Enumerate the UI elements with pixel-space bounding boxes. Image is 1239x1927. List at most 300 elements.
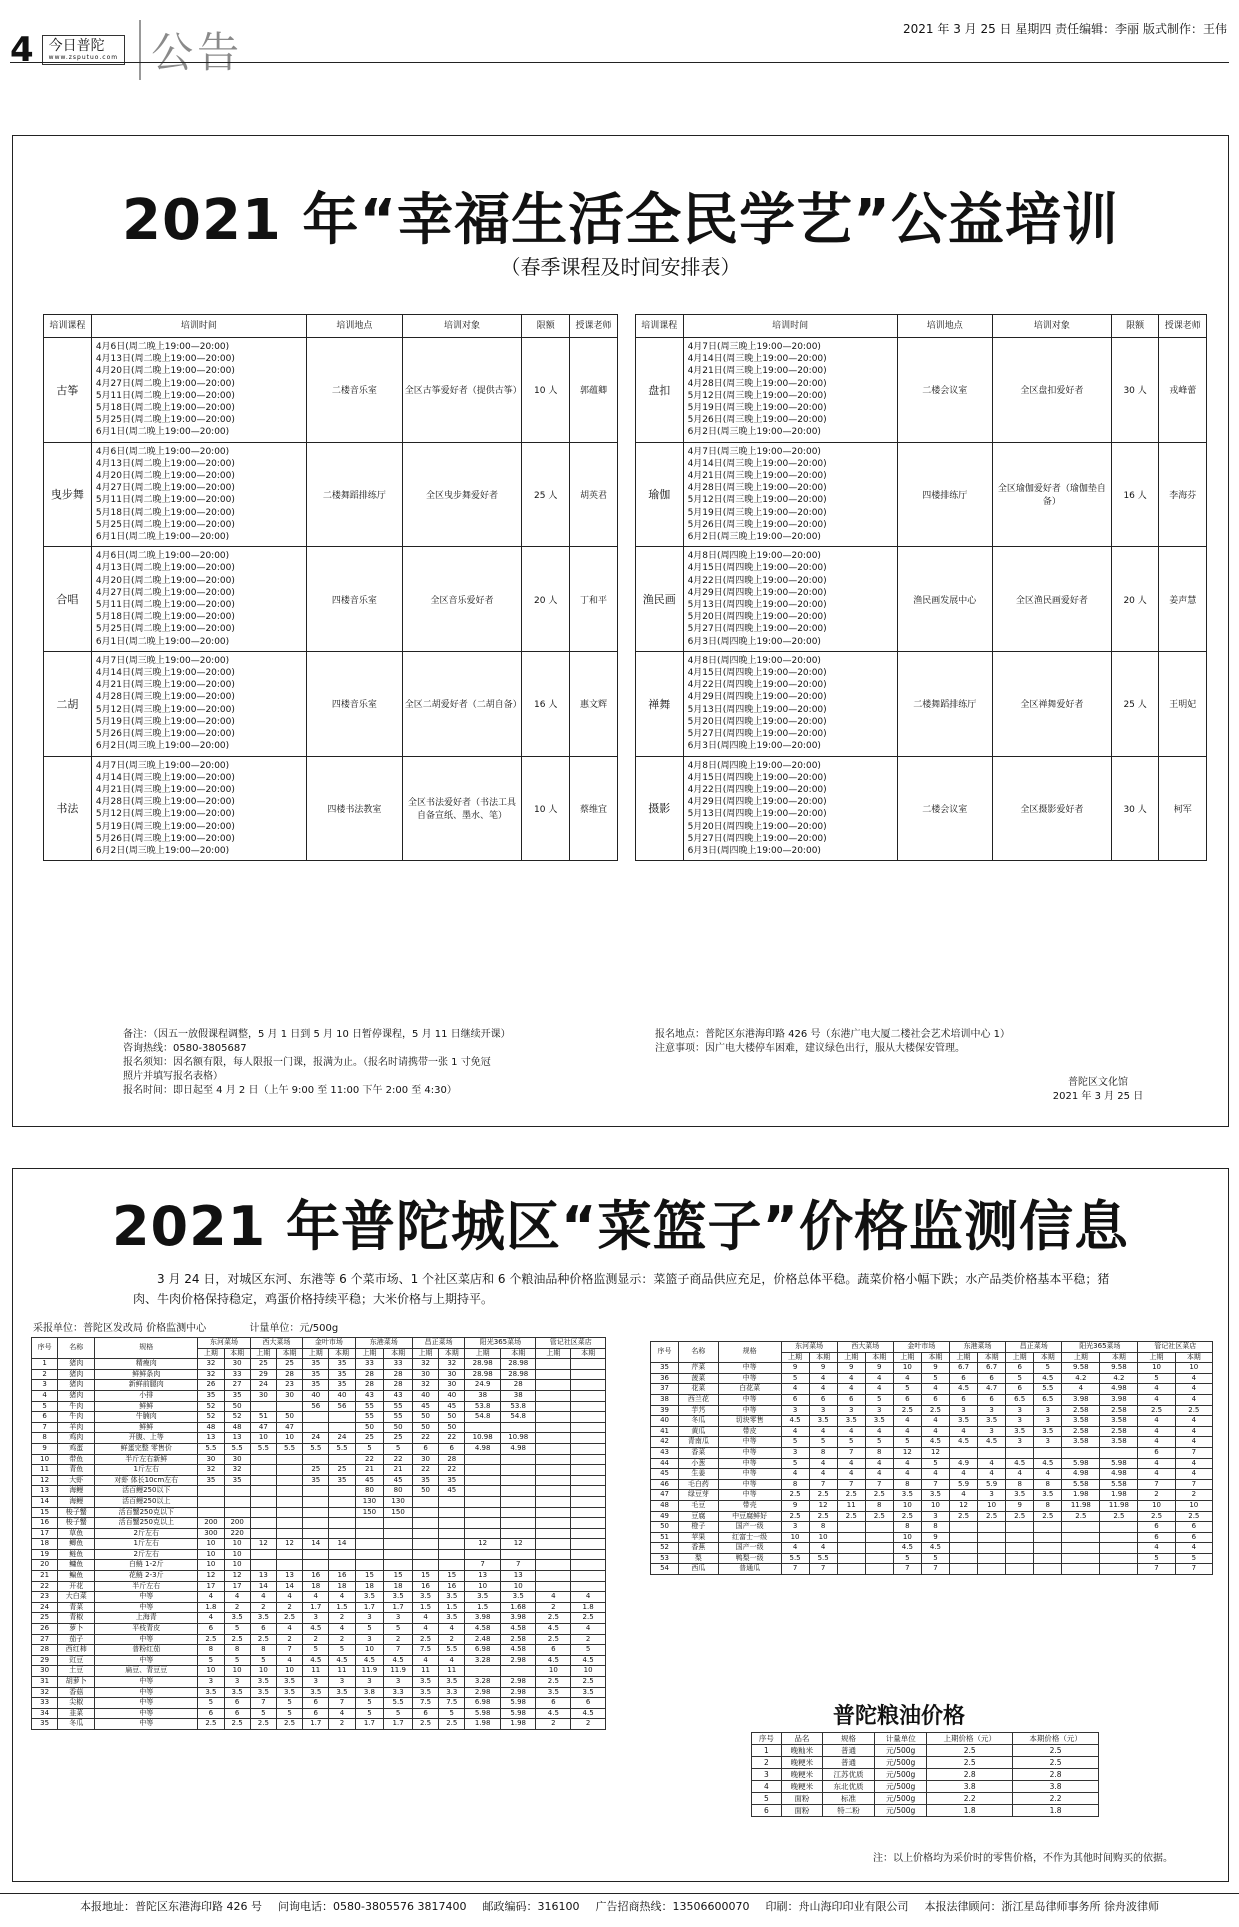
- price-cell: 4.5: [536, 1624, 571, 1635]
- price-cell: 梭子蟹: [58, 1518, 95, 1529]
- price-cell: 6: [412, 1443, 438, 1454]
- price-cell: 5: [384, 1708, 413, 1719]
- price-cell: [949, 1564, 977, 1575]
- price-cell: 51: [651, 1532, 679, 1543]
- price-cell: 豇豆: [58, 1655, 95, 1666]
- price-cell: 18: [384, 1581, 413, 1592]
- price-cell: [500, 1507, 536, 1518]
- course-limit: 30 人: [1111, 338, 1159, 443]
- price-cell: 2.5: [865, 1490, 893, 1501]
- training-subtitle: （春季课程及时间安排表）: [500, 255, 741, 279]
- price-cell: 4.58: [500, 1645, 536, 1656]
- price-cell: 38: [651, 1394, 679, 1405]
- col-name: 名称: [679, 1342, 719, 1363]
- price-cell: 4: [329, 1624, 355, 1635]
- price-cell: 中等: [95, 1602, 198, 1613]
- grain-header: 上期价格（元）: [927, 1733, 1013, 1745]
- price-cell: 26: [198, 1380, 224, 1391]
- grain-cell: 2.8: [1013, 1769, 1099, 1781]
- course-target: 全区渔民画爱好者: [992, 547, 1111, 652]
- price-cell: 39: [651, 1405, 679, 1416]
- price-cell: 中等: [718, 1373, 781, 1384]
- price-cell: 5.5: [276, 1443, 302, 1454]
- price-cell: 50: [384, 1422, 413, 1433]
- price-cell: 13: [224, 1433, 250, 1444]
- price-cell: 4: [571, 1624, 606, 1635]
- price-cell: [303, 1518, 329, 1529]
- price-cell: 3: [978, 1490, 1006, 1501]
- price-cell: 12: [32, 1475, 58, 1486]
- price-cell: 15: [355, 1571, 384, 1582]
- price-cell: 5.58: [1062, 1479, 1100, 1490]
- price-cell: 4: [978, 1458, 1006, 1469]
- col-header: 培训地点: [307, 315, 403, 338]
- price-cell: [329, 1518, 355, 1529]
- price-cell: 8: [809, 1522, 837, 1533]
- price-cell: 带皮: [718, 1426, 781, 1437]
- sub-header-prev: 上期: [1138, 1352, 1175, 1363]
- course-teacher: 姜声慧: [1159, 547, 1207, 652]
- price-cell: [303, 1486, 329, 1497]
- price-cell: 4: [921, 1416, 949, 1427]
- price-cell: 4: [1175, 1469, 1212, 1480]
- price-cell: [384, 1518, 413, 1529]
- price-cell: 5: [355, 1443, 384, 1454]
- price-cell: 白花菜: [718, 1384, 781, 1395]
- price-cell: 16: [329, 1571, 355, 1582]
- price-cell: 4.5: [781, 1416, 809, 1427]
- price-cell: 毛豆: [679, 1500, 719, 1511]
- price-cell: 2: [250, 1602, 276, 1613]
- price-cell: 胡萝卜: [58, 1677, 95, 1688]
- price-cell: [865, 1543, 893, 1554]
- price-row: [651, 1394, 1213, 1405]
- price-cell: [500, 1475, 536, 1486]
- grain-cell: 3: [752, 1769, 782, 1781]
- course-date: 4月21日(周三晚上19:00—20:00): [687, 471, 827, 482]
- price-cell: 7: [809, 1564, 837, 1575]
- price-cell: 3.5: [224, 1687, 250, 1698]
- market-header: 金叶市场: [303, 1338, 355, 1349]
- col-header: 培训时间: [91, 315, 306, 338]
- price-cell: [276, 1528, 302, 1539]
- price-cell: 茄子: [58, 1634, 95, 1645]
- footer-item: 印刷：舟山海印印业有限公司: [765, 1900, 909, 1913]
- price-cell: 22: [439, 1433, 465, 1444]
- signer: 普陀区文化馆: [1068, 1077, 1128, 1088]
- course-date: 4月6日(周二晚上19:00—20:00): [95, 446, 230, 457]
- price-cell: [536, 1549, 571, 1560]
- price-cell: [837, 1564, 865, 1575]
- price-row: [32, 1486, 606, 1497]
- price-cell: 芹菜: [679, 1363, 719, 1374]
- course-date: 5月19日(周三晚上19:00—20:00): [687, 507, 827, 518]
- sub-header-curr: 本期: [1100, 1352, 1138, 1363]
- price-cell: 10.98: [500, 1433, 536, 1444]
- price-cell: 130: [384, 1496, 413, 1507]
- sub-header-curr: 本期: [329, 1348, 355, 1359]
- price-cell: 5: [781, 1437, 809, 1448]
- price-cell: [1062, 1532, 1100, 1543]
- grain-cell: 晚粳米: [781, 1769, 822, 1781]
- price-cell: 3.5: [571, 1687, 606, 1698]
- price-cell: 4: [809, 1373, 837, 1384]
- price-cell: 35: [412, 1475, 438, 1486]
- course-name: 二胡: [44, 651, 92, 756]
- price-cell: 2.5: [893, 1405, 921, 1416]
- price-cell: 35: [329, 1380, 355, 1391]
- price-cell: [439, 1539, 465, 1550]
- price-cell: [465, 1507, 501, 1518]
- grain-cell: 1.8: [1013, 1805, 1099, 1817]
- course-row: [636, 338, 1207, 443]
- price-cell: 51: [250, 1412, 276, 1423]
- course-date: 5月11日(周二晚上19:00—20:00): [95, 390, 235, 401]
- price-cell: 20: [32, 1560, 58, 1571]
- price-cell: 2.5: [978, 1511, 1006, 1522]
- price-cell: [536, 1443, 571, 1454]
- price-cell: 35: [329, 1369, 355, 1380]
- price-cell: 2.5: [536, 1634, 571, 1645]
- price-cell: 普通瓜: [718, 1564, 781, 1575]
- price-cell: 6: [303, 1698, 329, 1709]
- course-date: 5月27日(周四晚上19:00—20:00): [687, 624, 827, 635]
- price-cell: 2.5: [198, 1634, 224, 1645]
- price-cell: 6: [412, 1708, 438, 1719]
- price-cell: [865, 1532, 893, 1543]
- price-cell: 15: [412, 1571, 438, 1582]
- price-cell: 10: [1138, 1500, 1175, 1511]
- price-cell: 35: [224, 1475, 250, 1486]
- price-row: [32, 1581, 606, 1592]
- course-date: 6月3日(周四晚上19:00—20:00): [687, 845, 821, 856]
- market-header: 东河菜场: [781, 1342, 837, 1353]
- price-cell: 32: [198, 1359, 224, 1370]
- price-cell: 鸡蛋: [58, 1443, 95, 1454]
- price-cell: [384, 1560, 413, 1571]
- training-notice: [12, 135, 1229, 1127]
- price-cell: 2.5: [1138, 1511, 1175, 1522]
- price-cell: [571, 1380, 606, 1391]
- footer: [0, 1893, 1239, 1914]
- price-cell: 21: [355, 1465, 384, 1476]
- price-cell: 5.5: [303, 1443, 329, 1454]
- price-cell: 52: [224, 1412, 250, 1423]
- price-cell: 25: [329, 1465, 355, 1476]
- price-cell: 2.5: [809, 1511, 837, 1522]
- price-cell: 10: [198, 1539, 224, 1550]
- price-cell: 52: [651, 1543, 679, 1554]
- course-target: 全区音乐爱好者: [402, 547, 522, 652]
- price-cell: 中等: [718, 1479, 781, 1490]
- price-cell: 5: [893, 1437, 921, 1448]
- grain-row: [752, 1805, 1099, 1817]
- price-cell: 28: [384, 1369, 413, 1380]
- price-cell: [412, 1539, 438, 1550]
- price-cell: 9: [32, 1443, 58, 1454]
- price-cell: 2.5: [781, 1511, 809, 1522]
- course-date: 4月28日(周三晚上19:00—20:00): [687, 483, 827, 494]
- course-dates: [683, 651, 897, 756]
- price-cell: 4: [893, 1458, 921, 1469]
- price-cell: 7: [921, 1479, 949, 1490]
- price-cell: [500, 1496, 536, 1507]
- price-cell: 13: [250, 1571, 276, 1582]
- price-cell: 28: [32, 1645, 58, 1656]
- price-cell: 7: [781, 1564, 809, 1575]
- price-cell: [439, 1507, 465, 1518]
- price-cell: 4: [32, 1390, 58, 1401]
- newspaper-logo: 今日普陀 www.zsputuo.com: [42, 35, 125, 65]
- price-cell: 8: [250, 1645, 276, 1656]
- price-cell: 4.5: [355, 1655, 384, 1666]
- course-date: 4月8日(周四晚上19:00—20:00): [687, 760, 821, 771]
- price-cell: 海鳗: [58, 1496, 95, 1507]
- course-name: 盘扣: [636, 338, 684, 443]
- price-cell: [224, 1486, 250, 1497]
- price-cell: 10: [536, 1666, 571, 1677]
- price-cell: 6: [303, 1708, 329, 1719]
- price-cell: 半斤左右: [95, 1581, 198, 1592]
- price-cell: 青椒: [58, 1613, 95, 1624]
- price-cell: [250, 1507, 276, 1518]
- market-header: 西大菜场: [837, 1342, 893, 1353]
- price-cell: 中等: [95, 1634, 198, 1645]
- price-cell: 中等: [95, 1687, 198, 1698]
- price-cell: 1斤左右: [95, 1465, 198, 1476]
- course-place: 四楼排练厅: [897, 442, 992, 547]
- price-cell: [1100, 1553, 1138, 1564]
- price-cell: 50: [651, 1522, 679, 1533]
- price-table-right: [650, 1341, 1213, 1575]
- footer-item: 本报地址：普陀区东港海印路 426 号: [80, 1900, 263, 1913]
- price-row: [32, 1634, 606, 1645]
- price-cell: 3.5: [949, 1416, 977, 1427]
- price-cell: 6: [781, 1394, 809, 1405]
- course-date: 4月13日(周二晚上19:00—20:00): [95, 563, 235, 574]
- price-cell: [1062, 1543, 1100, 1554]
- price-cell: 50: [439, 1412, 465, 1423]
- price-cell: 8: [224, 1645, 250, 1656]
- price-cell: [1006, 1447, 1034, 1458]
- sub-header-prev: 上期: [536, 1348, 571, 1359]
- price-cell: 3.58: [1100, 1416, 1138, 1427]
- price-cell: [384, 1528, 413, 1539]
- price-cell: 53: [651, 1553, 679, 1564]
- price-cell: [224, 1507, 250, 1518]
- price-cell: 4: [412, 1624, 438, 1635]
- price-row: [651, 1490, 1213, 1501]
- price-cell: 4.5: [536, 1708, 571, 1719]
- price-cell: [571, 1486, 606, 1497]
- course-limit: 10 人: [522, 338, 570, 443]
- price-cell: 3.5: [355, 1592, 384, 1603]
- course-date: 6月3日(周四晚上19:00—20:00): [687, 636, 821, 647]
- price-cell: 4.5: [921, 1437, 949, 1448]
- price-cell: 2.5: [536, 1613, 571, 1624]
- price-cell: 40: [651, 1416, 679, 1427]
- grain-cell: 特二粉: [822, 1805, 874, 1817]
- sub-header-curr: 本期: [276, 1348, 302, 1359]
- price-row: [32, 1708, 606, 1719]
- price-cell: 4: [837, 1426, 865, 1437]
- price-cell: 2.58: [500, 1634, 536, 1645]
- price-cell: 7: [1138, 1564, 1175, 1575]
- sub-header-prev: 上期: [303, 1348, 329, 1359]
- price-cell: 35: [651, 1363, 679, 1374]
- price-cell: 3.5: [921, 1490, 949, 1501]
- course-date: 6月1日(周二晚上19:00—20:00): [95, 427, 230, 438]
- price-cell: [250, 1454, 276, 1465]
- price-cell: 3.5: [439, 1677, 465, 1688]
- price-cell: [500, 1454, 536, 1465]
- price-cell: 52: [198, 1401, 224, 1412]
- price-cell: 5.5: [439, 1645, 465, 1656]
- price-cell: 55: [355, 1401, 384, 1412]
- sign-date: 2021 年 3 月 25 日: [1052, 1091, 1144, 1102]
- market-header: 昌正菜场: [1006, 1342, 1062, 1353]
- price-cell: 11.9: [355, 1666, 384, 1677]
- price-cell: 35: [32, 1719, 58, 1730]
- course-date: 4月21日(周三晚上19:00—20:00): [95, 784, 235, 795]
- price-cell: 11: [439, 1666, 465, 1677]
- price-cell: 9.58: [1062, 1363, 1100, 1374]
- price-cell: 10: [32, 1454, 58, 1465]
- price-cell: 30: [224, 1359, 250, 1370]
- price-cell: 32: [412, 1359, 438, 1370]
- price-cell: 40: [412, 1390, 438, 1401]
- course-date: 4月29日(周四晚上19:00—20:00): [687, 587, 827, 598]
- course-date: 5月20日(周四晚上19:00—20:00): [687, 716, 827, 727]
- price-cell: 23: [276, 1380, 302, 1391]
- grain-cell: 2.2: [1013, 1793, 1099, 1805]
- price-cell: 9: [781, 1363, 809, 1374]
- price-cell: 52: [198, 1412, 224, 1423]
- price-cell: 28: [384, 1380, 413, 1391]
- grain-cell: 江苏优质: [822, 1769, 874, 1781]
- price-cell: 4.58: [500, 1624, 536, 1635]
- price-cell: [536, 1571, 571, 1582]
- price-cell: 6: [1175, 1532, 1212, 1543]
- price-cell: 7: [250, 1698, 276, 1709]
- price-cell: [571, 1528, 606, 1539]
- price-cell: 53.8: [500, 1401, 536, 1412]
- price-cell: 10: [1138, 1363, 1175, 1374]
- price-cell: 2.5: [250, 1634, 276, 1645]
- price-cell: [1006, 1543, 1034, 1554]
- sub-header-curr: 本期: [1175, 1352, 1212, 1363]
- course-date: 4月27日(周二晚上19:00—20:00): [95, 483, 235, 494]
- price-row: [651, 1405, 1213, 1416]
- price-cell: 56: [303, 1401, 329, 1412]
- course-date: 4月28日(周三晚上19:00—20:00): [95, 797, 235, 808]
- price-cell: 4: [1175, 1543, 1212, 1554]
- price-cell: 33: [355, 1359, 384, 1370]
- price-cell: [276, 1486, 302, 1497]
- price-cell: [571, 1496, 606, 1507]
- grain-row: [752, 1745, 1099, 1757]
- grain-cell: 2.8: [927, 1769, 1013, 1781]
- price-cell: 小排: [95, 1390, 198, 1401]
- price-cell: 鲢鱼: [58, 1549, 95, 1560]
- price-row: [32, 1698, 606, 1709]
- price-cell: [536, 1528, 571, 1539]
- price-cell: 3: [781, 1447, 809, 1458]
- price-cell: [303, 1507, 329, 1518]
- price-cell: 2.5: [412, 1634, 438, 1645]
- price-cell: 中等: [718, 1490, 781, 1501]
- price-cell: 13: [500, 1571, 536, 1582]
- course-row: [44, 547, 618, 652]
- price-cell: 3: [1006, 1437, 1034, 1448]
- course-date: 4月6日(周二晚上19:00—20:00): [95, 551, 230, 562]
- price-cell: 4.98: [500, 1443, 536, 1454]
- price-cell: 鳊鱼: [58, 1571, 95, 1582]
- price-cell: [250, 1518, 276, 1529]
- price-cell: 4: [1034, 1469, 1062, 1480]
- price-cell: 1.7: [384, 1602, 413, 1613]
- price-cell: 5: [1138, 1553, 1175, 1564]
- price-cell: 40: [303, 1390, 329, 1401]
- price-cell: 53.8: [465, 1401, 501, 1412]
- price-cell: 普粉红茄: [95, 1645, 198, 1656]
- grain-cell: 2.2: [927, 1793, 1013, 1805]
- price-cell: 5: [250, 1708, 276, 1719]
- price-cell: 3.5: [809, 1416, 837, 1427]
- price-cell: 5: [921, 1373, 949, 1384]
- price-cell: 7: [1138, 1479, 1175, 1490]
- price-cell: 22: [384, 1454, 413, 1465]
- sub-header-curr: 本期: [224, 1348, 250, 1359]
- course-teacher: 王明妃: [1159, 651, 1207, 756]
- price-cell: [465, 1549, 501, 1560]
- price-cell: 200: [198, 1518, 224, 1529]
- col-header: 限额: [522, 315, 570, 338]
- price-cell: 8: [865, 1500, 893, 1511]
- course-target: 全区二胡爱好者（二胡自备）: [402, 651, 522, 756]
- price-cell: 28: [500, 1380, 536, 1391]
- price-cell: 猪肉: [58, 1359, 95, 1370]
- price-cell: [978, 1532, 1006, 1543]
- market-header: 阳光365菜场: [465, 1338, 536, 1349]
- price-cell: [250, 1465, 276, 1476]
- course-date: 4月15日(周四晚上19:00—20:00): [687, 668, 827, 679]
- price-cell: 3: [329, 1677, 355, 1688]
- price-cell: 14: [276, 1581, 302, 1592]
- price-cell: 50: [412, 1412, 438, 1423]
- price-cell: 4: [1138, 1384, 1175, 1395]
- price-cell: 4: [1138, 1426, 1175, 1437]
- price-cell: 鲜鲜: [95, 1401, 198, 1412]
- price-cell: 5: [1006, 1373, 1034, 1384]
- price-cell: 6: [1138, 1522, 1175, 1533]
- price-cell: 6: [978, 1394, 1006, 1405]
- price-cell: 6: [949, 1394, 977, 1405]
- col-name: 名称: [58, 1338, 95, 1359]
- price-cell: 2: [303, 1634, 329, 1645]
- course-date: 5月12日(周三晚上19:00—20:00): [687, 495, 827, 506]
- price-cell: 4: [1175, 1394, 1212, 1405]
- price-row: [651, 1458, 1213, 1469]
- price-cell: 54: [651, 1564, 679, 1575]
- course-date: 4月20日(周二晚上19:00—20:00): [95, 471, 235, 482]
- price-cell: 49: [651, 1511, 679, 1522]
- price-cell: 5.9: [949, 1479, 977, 1490]
- price-cell: 3.5: [276, 1677, 302, 1688]
- course-date: 5月20日(周四晚上19:00—20:00): [687, 821, 827, 832]
- col-header: 培训课程: [636, 315, 684, 338]
- col-header: 授课老师: [1159, 315, 1207, 338]
